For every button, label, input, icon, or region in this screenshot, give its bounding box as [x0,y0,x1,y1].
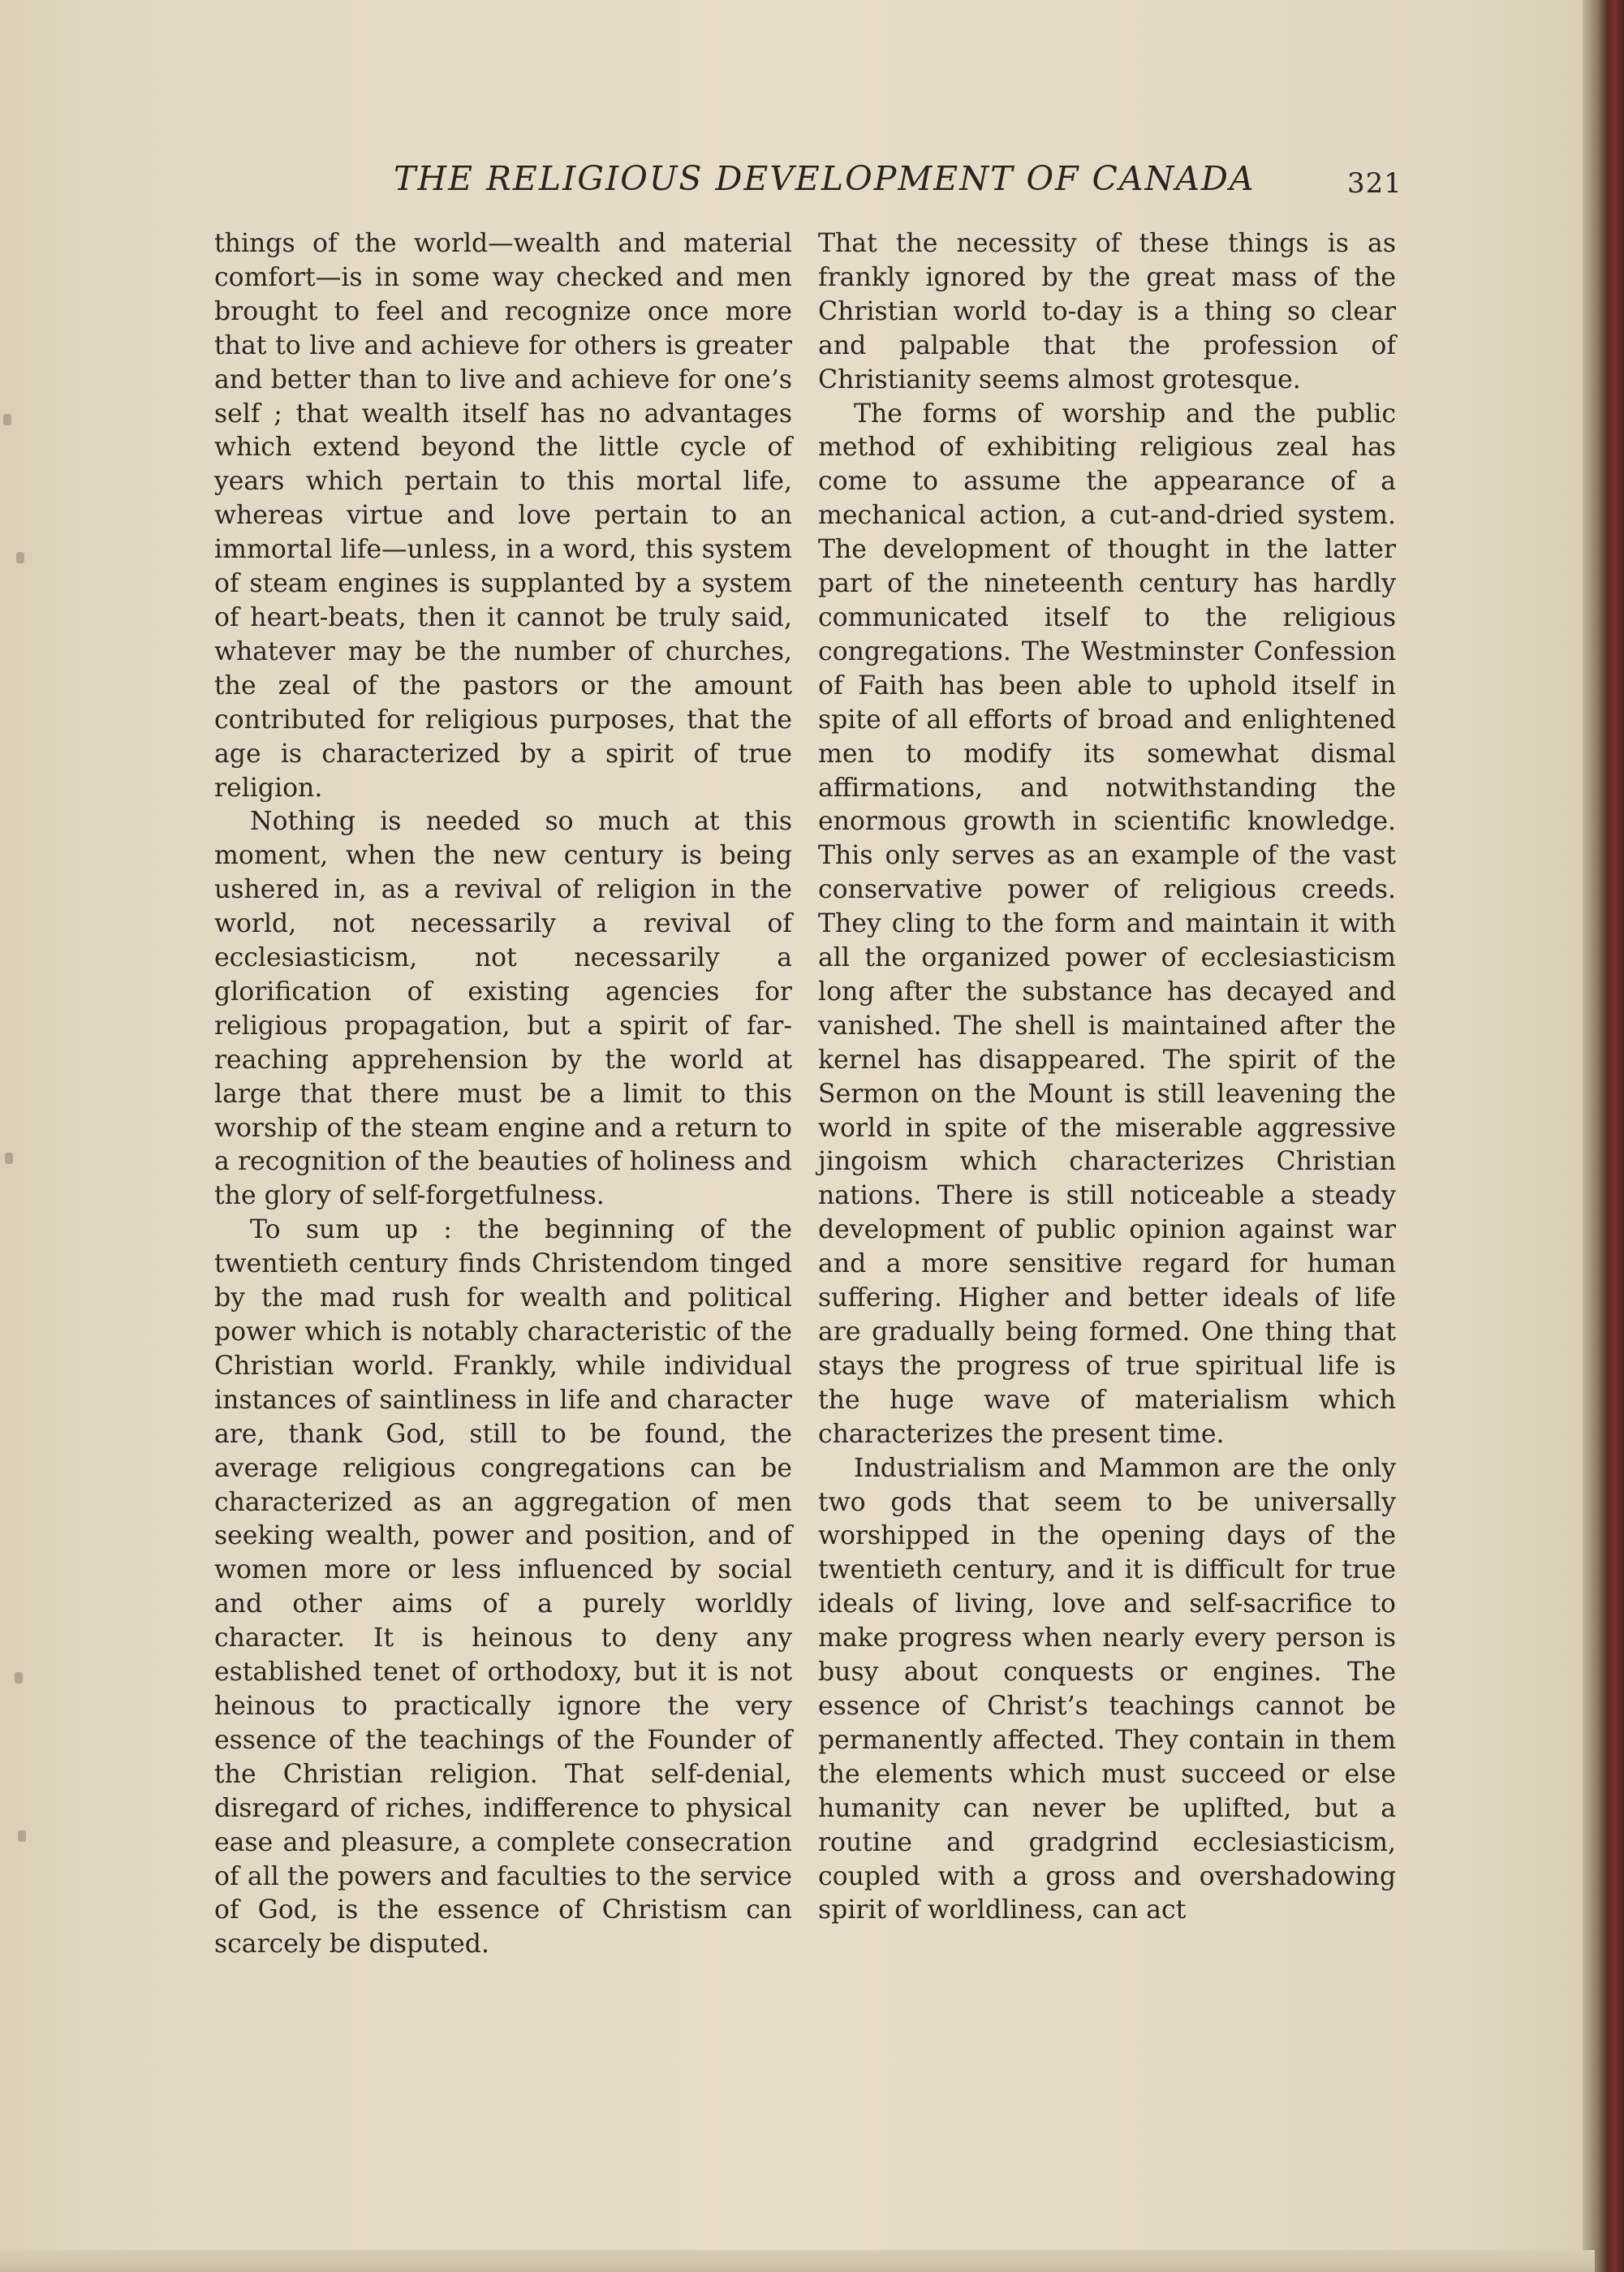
left-paragraph-3: To sum up : the beginning of the twentieth century finds Christendom tinged by the mad rush for wealth and political power which is notably characteristic of the Christian world. Frankly, while individual instances of saintliness in life and character are, thank God, still to be found, the average religious congregations can be characterized as an aggregation of men seeking wealth, power and position, and of women more or less influenced by social and other aims of a purely worldly character. It is heinous to deny any established tenet of orthodoxy, but it is not heinous to practically ignore the very essence of the teachings of the Founder of the Christian religion. That self-denial, disregard of riches, indifference to physical ease and pleasure, a complete consecration of all the powers and faculties to the service of God, is the essence of Christism can scarcely be disputed. [214,1215,792,1959]
margin-mark [18,1830,26,1842]
right-paragraph-1: That the necessity of these things is as frankly ignored by the great mass of the Christian world to-day is a thing so clear and palpable that the profession of Christianity seems almost grotesque. [818,229,1396,394]
page-bottom-edge [0,2250,1595,2272]
margin-mark [15,1672,23,1684]
margin-mark [16,552,24,563]
book-spine [1583,0,1624,2272]
margin-mark [5,1153,13,1164]
right-column [818,227,1396,1928]
left-column [214,227,792,1962]
page-number: 321 [1347,167,1402,200]
right-paragraph-2: The forms of worship and the public method of exhibiting religious zeal has come to assume the appearance of a mechanical action, a cut-and-dried system. The development of thought in the latter part of the nineteenth century has hardly communicated itself to the religious congregations. The Westminster Confession of Faith has been able to uphold itself in spite of all efforts of broad and enlightened men to modify its somewhat dismal affirmations, and notwithstanding the enormous growth in scientific knowledge. This only serves as an example of the vast conservative power of religious creeds. They cling to the form and maintain it with all the organized power of ecclesiasticism long after the substance has decayed and vanished. The shell is maintained after the kernel has disappeared. The spirit of the Sermon on the Mount is still leavening the world in spite of the miserable aggressive jingoism which characterizes Christian nations. There is still noticeable a steady development of public opinion against war and a more sensitive regard for human suffering. Higher and better ideals of life are gradually being formed. One thing that stays the progress of true spiritual life is the huge wave of materialism which characterizes the present time. [818,399,1396,1449]
running-title: THE RELIGIOUS DEVELOPMENT OF CANADA [394,159,1256,198]
left-paragraph-1: things of the world—wealth and material comfort—is in some way checked and men brought to feel and recognize once more that to live and achieve for others is greater and better than to live and achieve for one’s self ; that wealth itself has no advantages which extend beyond the little cycle of years which pertain to this mortal life, whereas virtue and love pertain to an immortal life—unless, in a word, this system of steam engines is supplanted by a system of heart-beats, then it cannot be truly said, whatever may be the number of churches, the zeal of the pastors or the amount contributed for religious purposes, that the age is characterized by a spirit of true religion. [214,229,792,803]
right-paragraph-3: Industrialism and Mammon are the only two gods that seem to be universally worshipped in the opening days of the twentieth century, and it is difficult for true ideals of living, love and self-sacrifice to make progress when nearly every person is busy about conquests or engines. The essence of Christ’s teachings cannot be permanently affected. They contain in them the elements which must succeed or else humanity can never be uplifted, but a routine and gradgrind ecclesiasticism, coupled with a gross and overshadowing spirit of worldliness, can act [818,1453,1396,1925]
left-paragraph-2: Nothing is needed so much at this moment, when the new century is being ushered in, as a revival of religion in the world, not necessarily a revival of ecclesiasticism, not necessarily a glorification of existing agencies for religious propagation, but a spirit of far-reaching apprehension by the world at large that there must be a limit to this worship of the steam engine and a return to a recognition of the beauties of holiness and the glory of self-forgetfulness. [214,807,792,1211]
margin-mark [3,414,11,425]
